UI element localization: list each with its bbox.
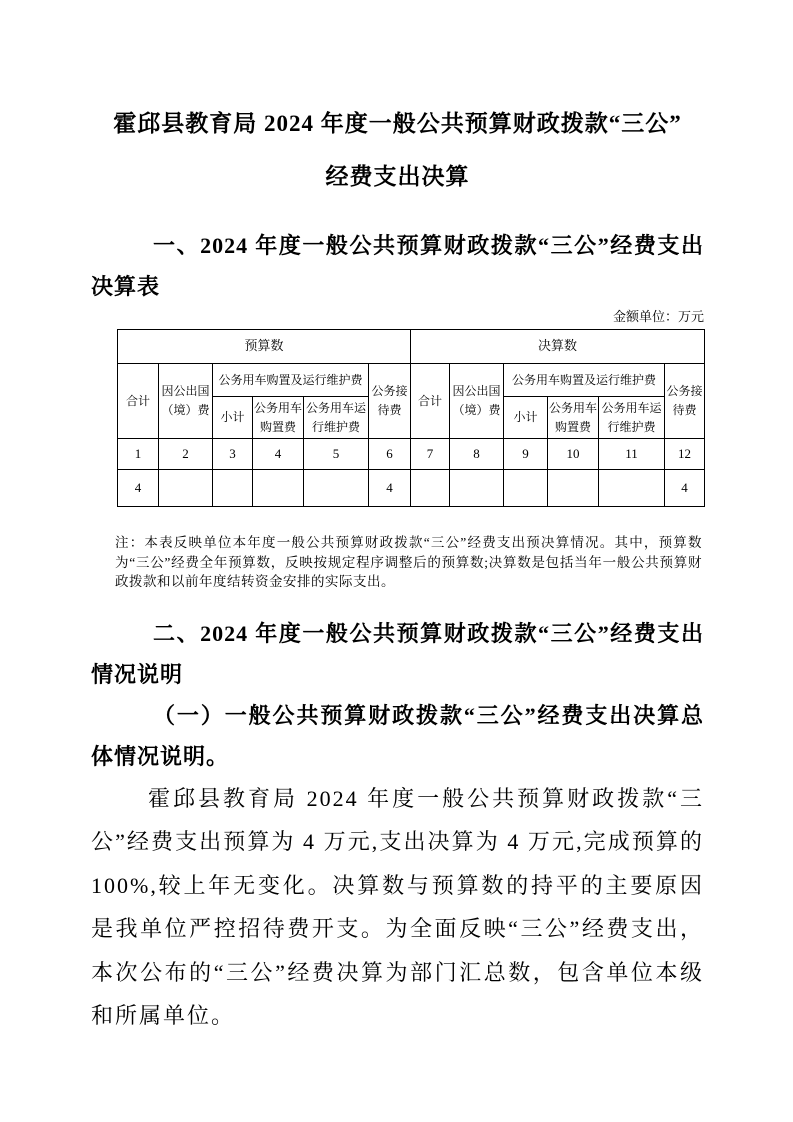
document-title — [91, 97, 704, 203]
amount-unit-label: 金额单位：万元 — [612, 309, 704, 324]
budget-abroad-value — [159, 470, 213, 507]
final-vehicle-group-header: 公务用车购置及运行维护费 — [504, 364, 665, 397]
budget-vehicle-purchase-header: 公务用车购置费 — [253, 397, 304, 439]
column-index-cell: 12 — [665, 439, 705, 470]
column-index-row — [118, 439, 705, 470]
document-title-line-2: 经费支出决算 — [325, 164, 470, 189]
final-reception-value: 4 — [665, 470, 705, 507]
column-index-cell: 9 — [504, 439, 548, 470]
final-vehicle-purchase-value — [548, 470, 599, 507]
final-vehicle-subtotal-value — [504, 470, 548, 507]
column-index-cell: 4 — [253, 439, 304, 470]
final-vehicle-operation-header: 公务用车运行维护费 — [599, 397, 665, 439]
budget-total-value: 4 — [118, 470, 159, 507]
budget-reception-value: 4 — [369, 470, 411, 507]
column-index-cell: 6 — [369, 439, 411, 470]
final-total-header: 合计 — [411, 364, 450, 439]
expense-data-row — [118, 470, 705, 507]
document-title-line-1: 霍邱县教育局 2024 年度一般公共预算财政拨款“三公” — [113, 111, 682, 136]
budget-vehicle-operation-value — [304, 470, 369, 507]
budget-abroad-header: 因公出国（境）费 — [159, 364, 213, 439]
summary-paragraph: 霍邱县教育局 2024 年度一般公共预算财政拨款“三公”经费支出预算为 4 万元,支出决算为 4 万元,完成预算的 100%,较上年无变化。决算数与预算数的持平的主要原因是我单位严控招待费开支。为全面反映“三公”经费支出，本次公布的“三公”经费决算为部门汇总数，包含单位本级和所属单位。 — [91, 785, 704, 1028]
final-vehicle-operation-value — [599, 470, 665, 507]
column-index-cell: 2 — [159, 439, 213, 470]
final-vehicle-subtotal-header: 小计 — [504, 397, 548, 439]
final-total-value — [411, 470, 450, 507]
final-abroad-header: 因公出国（境）费 — [450, 364, 504, 439]
budget-vehicle-group-header: 公务用车购置及运行维护费 — [213, 364, 369, 397]
final-vehicle-purchase-header: 公务用车购置费 — [548, 397, 599, 439]
expense-table-body — [118, 330, 705, 507]
column-index-cell: 1 — [118, 439, 159, 470]
column-index-cell: 10 — [548, 439, 599, 470]
column-index-cell: 8 — [450, 439, 504, 470]
budget-reception-header: 公务接待费 — [369, 364, 411, 439]
column-index-cell: 7 — [411, 439, 450, 470]
budget-vehicle-subtotal-value — [213, 470, 253, 507]
section-one-heading: 一、2024 年度一般公共预算财政拨款“三公”经费支出决算表 — [91, 233, 704, 299]
budget-vehicle-subtotal-header: 小计 — [213, 397, 253, 439]
budget-vehicle-operation-header: 公务用车运行维护费 — [304, 397, 369, 439]
budget-figures-group-header: 预算数 — [118, 330, 411, 364]
final-figures-group-header: 决算数 — [411, 330, 705, 364]
column-index-cell: 11 — [599, 439, 665, 470]
column-index-cell: 3 — [213, 439, 253, 470]
final-reception-header: 公务接待费 — [665, 364, 705, 439]
budget-total-header: 合计 — [118, 364, 159, 439]
table-note: 注：本表反映单位本年度一般公共预算财政拨款“三公”经费支出预决算情况。其中，预算数为“三公”经费全年预算数，反映按规定程序调整后的预算数;决算数是包括当年一般公共预算财政拨款和以前年度结转资金安排的实际支出。 — [115, 535, 702, 589]
three-public-expense-table — [117, 329, 705, 507]
final-abroad-value — [450, 470, 504, 507]
subsection-one-heading: （一）一般公共预算财政拨款“三公”经费支出决算总体情况说明。 — [91, 702, 704, 769]
budget-vehicle-purchase-value — [253, 470, 304, 507]
column-header-row — [118, 364, 705, 397]
group-header-row — [118, 330, 705, 364]
section-two-heading: 二、2024 年度一般公共预算财政拨款“三公”经费支出情况说明 — [91, 620, 704, 687]
column-index-cell: 5 — [304, 439, 369, 470]
